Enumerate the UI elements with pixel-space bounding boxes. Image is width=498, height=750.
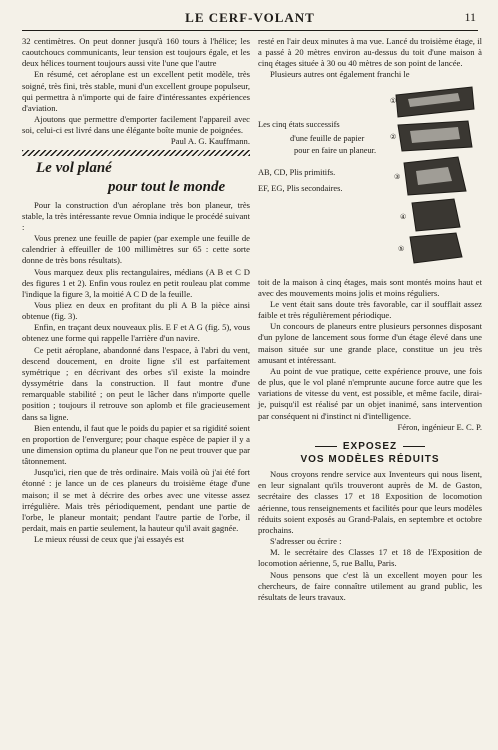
body-paragraph: Ce petit aéroplane, abandonné dans l'espace, à l'abri du vent, descend doucement, en droite ligne s'il est parfaitement symétrique ; en décrivant des orbes s'il existe la moindre dyssymétrie dans la construction. Il faut montre d'une remarquable stabilité ; on peut le lâcher dans n'importe quelle position ; toujours il retrouve son aplomb et file gracieusement dans sa ligne. [22, 344, 250, 422]
section-paragraph: S'adresser ou écrire : [270, 536, 342, 547]
body-paragraph: Vous pliez en deux en profitant du pli A B la pièce ainsi obtenue (fig. 3). [22, 299, 250, 322]
author-signature: Paul A. G. Kauffmann. [170, 136, 250, 147]
page-header [22, 6, 478, 31]
figure-caption: EF, EG, Plis secondaires. [258, 183, 343, 193]
left-column [22, 36, 250, 545]
fold-stage-4 [412, 199, 460, 231]
svg-text:②: ② [390, 132, 397, 141]
intro-paragraph: En résumé, cet aéroplane est un excellent petit modèle, très soigné, très fini, très stable, muni d'un excellent groupe populseur, qui permettra à n'importe qui de faire d'intéressantes expériences d'aviation. [22, 69, 250, 113]
figure-caption: AB, CD, Plis primitifs. [258, 167, 336, 177]
figure-caption: pour en faire un planeur. [294, 145, 377, 155]
svg-text:⑤: ⑤ [398, 244, 405, 253]
body-paragraph: Le vent était sans doute très favorable, car il soufflait assez faible et très régulièrement périodique. [258, 298, 482, 321]
body-paragraph: Plusieurs autres ont également franchi le [270, 69, 410, 80]
section-subtitle: VOS MODÈLES RÉDUITS [300, 453, 440, 465]
heading-rule [403, 446, 425, 447]
section-title: EXPOSEZ [342, 440, 398, 452]
intro-paragraph: Ajoutons que permettre d'emporter facilement l'appareil avec soi, celui-ci est livré dans une élégante boîte munie de poignées. [22, 114, 250, 136]
heading-rule [315, 446, 337, 447]
body-paragraph: Vous prenez une feuille de papier (par exemple une feuille de calendrier à effeuiller de 100 millimètres sur 65 : cette sorte donne de très bons résultats). [22, 233, 250, 266]
article-title [22, 159, 250, 197]
author-signature: Féron, ingénieur E. C. P. [397, 421, 482, 432]
body-paragraph: resté en l'air deux minutes à ma vue. Lancé du troisième étage, il a passé à 20 mètres environ au-dessus du toit d'une maison à cinq étages située à 30 ou 40 mètres de son point de lancée. [258, 36, 482, 69]
body-paragraph: toit de la maison à cinq étages, mais sont montés moins haut et avec des mouvements moins jolis et moins réguliers. [258, 276, 482, 298]
svg-text:④: ④ [400, 212, 407, 221]
paper-folding-illustration [388, 81, 478, 269]
article-title-line1: Le vol plané [36, 159, 112, 176]
journal-title: LE CERF-VOLANT [185, 10, 315, 25]
body-paragraph: Enfin, en traçant deux nouveaux plis. E F et A G (fig. 5), vous obtenez une forme qui rappelle l'arrière d'un navire. [22, 322, 250, 344]
right-column [258, 36, 482, 603]
body-paragraph: Au point de vue pratique, cette expérience prouve, une fois de plus, que le vol plané n'emprunte aucune force autre que les variations de vitesse du vent, est possible, et même facile, dirai-je, puisqu'il est réalisé par un objet inanimé, sans intervention par conséquent ni d'instinct ni d'intelligence. [258, 365, 482, 421]
body-paragraph: Jusqu'ici, rien que de très ordinaire. Mais voilà où j'ai été fort étonné : je lance un de ces planeurs du troisième étage d'une maison; il se met à décrire des orbes avec une vitesse assez irrégulière. Mais très périodiquement, pendant une partie de l'orbe, le planeur montait; pendant l'autre partie de l'orbe, il perdait, mais en partie seulement, la hauteur qu'il avait gagnée. [22, 467, 250, 534]
page-number: 11 [464, 10, 476, 24]
body-paragraph: Un concours de planeurs entre plusieurs personnes disposant d'un pylone de lancement sous forme d'un étage élevé dans une maison située sur une grande place, constitue un jeu très amusant et intéressant. [258, 321, 482, 365]
folding-figure [258, 81, 482, 271]
body-paragraph: Vous marquez deux plis rectangulaires, médians (A B et C D des figures 1 et 2). Enfin vous roulez en petit rouleau plat comme l'indique la figure 3, la moitié A C D de la feuille. [22, 266, 250, 299]
section-paragraph: Nous croyons rendre service aux Inventeurs qui nous lisent, en leur signalant qu'ils trouveront auprès de M. de Gaston, secrétaire des classes 17 et 18 Exposition de locomotion aérienne, tous renseignements et facilités pour que leurs modèles réduits soient exposés au Grand-Palais, en septembre et octobre prochains. [258, 469, 482, 535]
ornamental-divider [22, 150, 250, 156]
section-paragraph: M. le secrétaire des Classes 17 et 18 de l'Exposition de locomotion aérienne, 5, rue Ballu, Paris. [258, 547, 482, 569]
figure-caption: Les cinq états successifs [258, 119, 340, 129]
body-paragraph: Pour la construction d'un aéroplane très bon planeur, très stable, la très intéressante revue Omnia indique le procédé suivant : [22, 199, 250, 232]
article-title-line2: pour tout le monde [108, 178, 226, 195]
body-paragraph: Bien entendu, il faut que le poids du papier et sa rigidité soient en proportion de l'envergure; pour chaque espèce de papier il y a une dimension optima du planeur que l'on ne peut trouver que par tâtonnement. [22, 422, 250, 467]
fold-stage-5 [410, 233, 462, 263]
svg-text:①: ① [390, 96, 397, 105]
body-paragraph: Le mieux réussi de ceux que j'ai essayés est [34, 534, 184, 545]
intro-paragraph: 32 centimètres. On peut donner jusqu'à 160 tours à l'hélice; les caoutchoucs communicants, leur tension est toujours égale, et les deux hélices tournent toujours aussi vite l'une que l'autre [22, 36, 250, 69]
section-heading [258, 441, 482, 452]
svg-text:③: ③ [394, 172, 401, 181]
figure-caption: d'une feuille de papier [290, 133, 365, 143]
section-paragraph: Nous pensons que c'est là un excellent moyen pour les chercheurs, de faire connaître utilement au grand public, les résultats de leurs travaux. [258, 569, 482, 602]
